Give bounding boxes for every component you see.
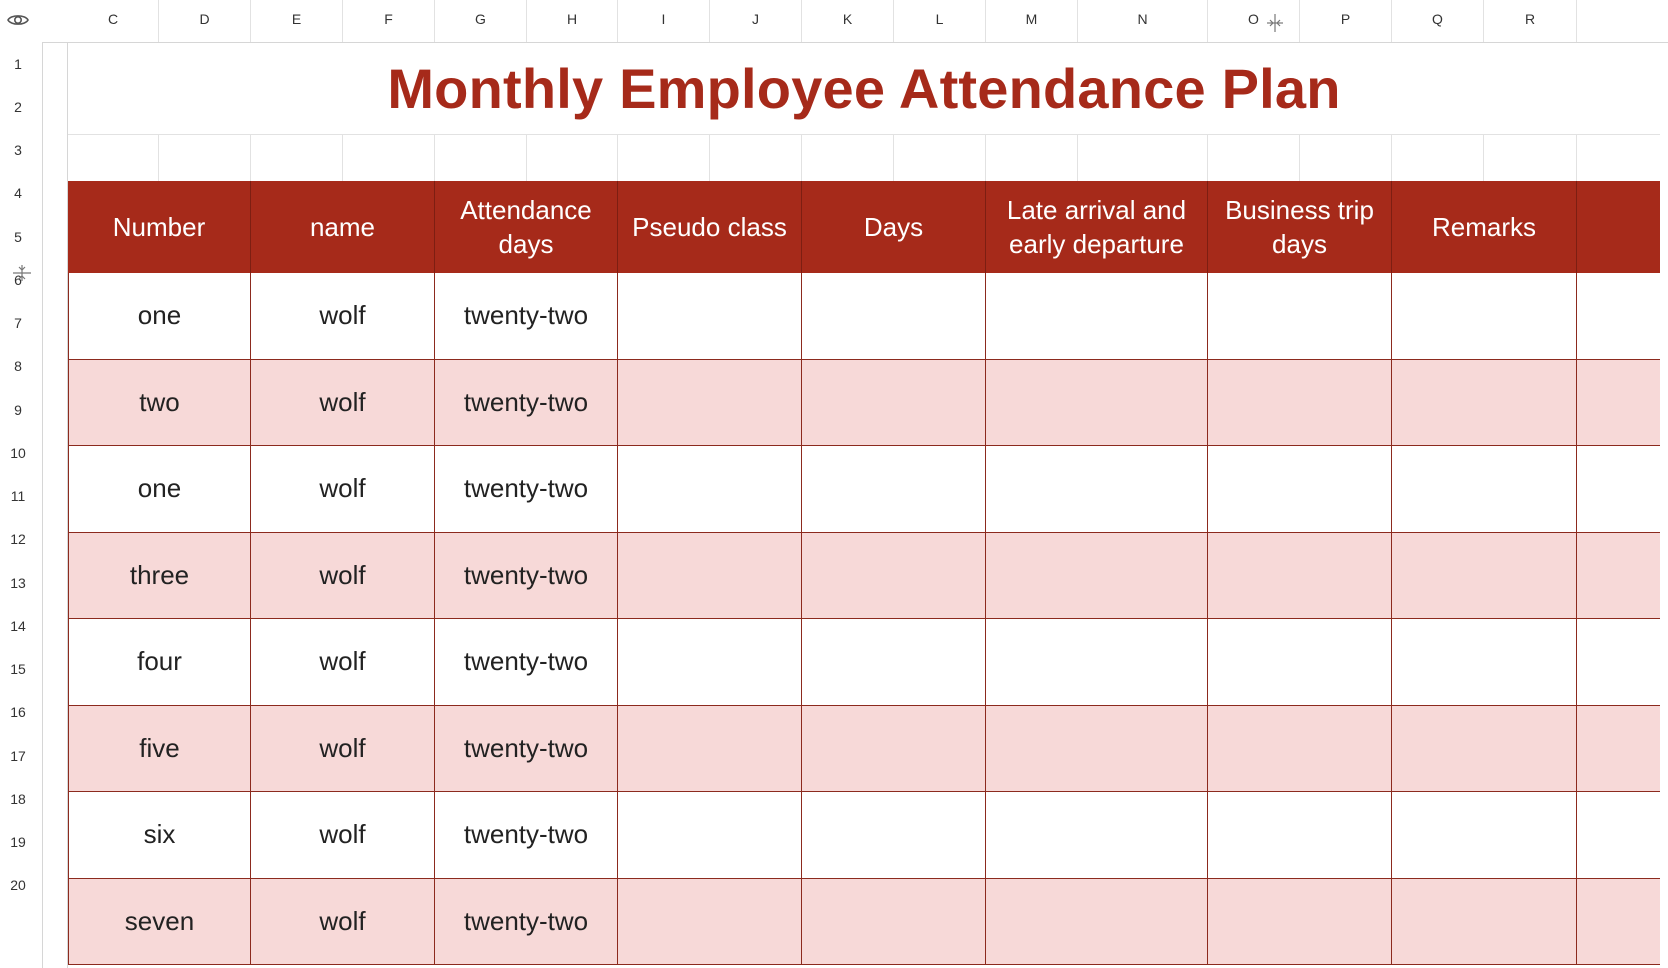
title-cell[interactable] <box>68 42 1660 135</box>
attendance-days-cell[interactable]: twenty-two <box>435 879 618 965</box>
empty-cell[interactable] <box>1208 706 1392 792</box>
name-cell[interactable]: wolf <box>251 273 435 359</box>
empty-cell[interactable] <box>986 273 1208 359</box>
row-header-15[interactable]: 15 <box>10 661 26 677</box>
number-cell[interactable]: one <box>68 446 251 532</box>
column-header-i[interactable]: I <box>618 0 710 42</box>
empty-cell[interactable] <box>1208 446 1392 532</box>
empty-cell[interactable] <box>618 619 802 705</box>
table-row <box>68 619 1660 706</box>
row-header-16[interactable]: 16 <box>10 704 26 720</box>
row-header-10[interactable]: 10 <box>10 445 26 461</box>
attendance-days-cell[interactable]: twenty-two <box>435 360 618 446</box>
empty-cell[interactable] <box>802 134 894 181</box>
table-row <box>68 879 1660 966</box>
row-header-3[interactable]: 3 <box>14 142 22 158</box>
column-header-j[interactable]: J <box>710 0 802 42</box>
table-row <box>68 446 1660 533</box>
name-cell[interactable]: wolf <box>251 619 435 705</box>
column-b-cells[interactable] <box>42 42 68 968</box>
number-cell[interactable]: one <box>68 273 251 359</box>
attendance-days-cell[interactable]: twenty-two <box>435 706 618 792</box>
empty-cell[interactable] <box>1392 619 1577 705</box>
empty-cell[interactable] <box>1208 134 1300 181</box>
empty-cell[interactable] <box>343 134 435 181</box>
empty-cell[interactable] <box>986 446 1208 532</box>
number-cell[interactable]: five <box>68 706 251 792</box>
attendance-days-cell[interactable]: twenty-two <box>435 792 618 878</box>
empty-cell[interactable] <box>1484 134 1577 181</box>
row-header-5[interactable]: 5 <box>14 229 22 245</box>
table-row <box>68 706 1660 793</box>
row-header-17[interactable]: 17 <box>10 748 26 764</box>
row-header-bar <box>0 42 43 968</box>
row-header-2[interactable]: 2 <box>14 99 22 115</box>
empty-cell[interactable] <box>618 706 802 792</box>
empty-cell[interactable] <box>986 619 1208 705</box>
empty-cell[interactable] <box>1208 273 1392 359</box>
empty-cell[interactable] <box>802 706 986 792</box>
empty-cell[interactable] <box>435 134 527 181</box>
column-header-c[interactable]: C <box>68 0 159 42</box>
column-header-r[interactable]: R <box>1484 0 1577 42</box>
empty-cell[interactable] <box>1392 446 1577 532</box>
header-cell-remarks[interactable]: Remarks <box>1392 181 1577 273</box>
name-cell[interactable]: wolf <box>251 792 435 878</box>
header-cell-business-trip-days[interactable]: Business trip days <box>1208 181 1392 273</box>
empty-cell[interactable] <box>68 134 159 181</box>
empty-cell[interactable] <box>1208 360 1392 446</box>
empty-cell[interactable] <box>618 879 802 965</box>
empty-cell[interactable] <box>802 619 986 705</box>
empty-cell[interactable] <box>1300 134 1392 181</box>
empty-cell[interactable] <box>618 360 802 446</box>
name-cell[interactable]: wolf <box>251 706 435 792</box>
column-header-k[interactable]: K <box>802 0 894 42</box>
empty-cell[interactable] <box>986 879 1208 965</box>
empty-cell[interactable] <box>618 792 802 878</box>
empty-cell[interactable] <box>527 134 618 181</box>
row-header-18[interactable]: 18 <box>10 791 26 807</box>
row-header-7[interactable]: 7 <box>14 315 22 331</box>
row-header-9[interactable]: 9 <box>14 402 22 418</box>
row-header-1[interactable]: 1 <box>14 56 22 72</box>
empty-cell[interactable] <box>1208 792 1392 878</box>
empty-cell[interactable] <box>1392 273 1577 359</box>
empty-cell[interactable] <box>1208 533 1392 619</box>
empty-cell[interactable] <box>986 706 1208 792</box>
row-header-14[interactable]: 14 <box>10 618 26 634</box>
column-header-l[interactable]: L <box>894 0 986 42</box>
header-cell-days[interactable]: Days <box>802 181 986 273</box>
column-header-p[interactable]: P <box>1300 0 1392 42</box>
header-cell-late-arrival-and-early-departure[interactable]: Late arrival and early departure <box>986 181 1208 273</box>
row-header-6[interactable]: 6 <box>14 272 22 288</box>
row-header-19[interactable]: 19 <box>10 834 26 850</box>
row-header-12[interactable]: 12 <box>10 531 26 547</box>
table-row <box>68 533 1660 620</box>
name-cell[interactable]: wolf <box>251 879 435 965</box>
empty-cell[interactable] <box>1078 134 1208 181</box>
empty-cell[interactable] <box>986 533 1208 619</box>
empty-cell[interactable] <box>986 134 1078 181</box>
empty-cell[interactable] <box>618 533 802 619</box>
empty-cell[interactable] <box>618 446 802 532</box>
column-header-g[interactable]: G <box>435 0 527 42</box>
number-cell[interactable]: seven <box>68 879 251 965</box>
empty-cell[interactable] <box>802 879 986 965</box>
empty-cell[interactable] <box>618 273 802 359</box>
column-resize-icon[interactable] <box>1264 12 1286 34</box>
empty-cell[interactable] <box>802 446 986 532</box>
number-cell[interactable]: two <box>68 360 251 446</box>
empty-cell[interactable] <box>1208 619 1392 705</box>
row-header-20[interactable]: 20 <box>10 877 26 893</box>
empty-cell[interactable] <box>618 134 710 181</box>
empty-cell[interactable] <box>159 134 251 181</box>
header-cell-pseudo-class[interactable]: Pseudo class <box>618 181 802 273</box>
attendance-days-cell[interactable]: twenty-two <box>435 619 618 705</box>
name-cell[interactable]: wolf <box>251 360 435 446</box>
row-resize-icon[interactable] <box>11 262 33 284</box>
empty-cell[interactable] <box>710 134 802 181</box>
column-header-n[interactable]: N <box>1078 0 1208 42</box>
empty-cell[interactable] <box>1392 134 1484 181</box>
number-cell[interactable]: six <box>68 792 251 878</box>
name-cell[interactable]: wolf <box>251 533 435 619</box>
row-header-13[interactable]: 13 <box>10 575 26 591</box>
number-cell[interactable]: three <box>68 533 251 619</box>
column-header-m[interactable]: M <box>986 0 1078 42</box>
empty-cell[interactable] <box>1392 792 1577 878</box>
column-header-e[interactable]: E <box>251 0 343 42</box>
empty-cell[interactable] <box>1392 360 1577 446</box>
empty-cell[interactable] <box>1392 879 1577 965</box>
number-cell[interactable]: four <box>68 619 251 705</box>
empty-cell[interactable] <box>1208 879 1392 965</box>
attendance-days-cell[interactable]: twenty-two <box>435 273 618 359</box>
row-header-8[interactable]: 8 <box>14 358 22 374</box>
header-cell-number[interactable]: Number <box>68 181 251 273</box>
header-cell-attendance-days[interactable]: Attendance days <box>435 181 618 273</box>
empty-cell[interactable] <box>802 273 986 359</box>
table-row <box>68 360 1660 447</box>
empty-cell[interactable] <box>251 134 343 181</box>
empty-cell[interactable] <box>894 134 986 181</box>
sheet-title: Monthly Employee Attendance Plan <box>387 56 1341 120</box>
header-cell-name[interactable]: name <box>251 181 435 273</box>
empty-cell[interactable] <box>1392 706 1577 792</box>
name-cell[interactable]: wolf <box>251 446 435 532</box>
column-header-bar <box>0 0 1668 43</box>
table-header-row <box>68 181 1660 273</box>
empty-row-3[interactable] <box>68 134 1660 182</box>
empty-cell[interactable] <box>1392 533 1577 619</box>
row-header-11[interactable]: 11 <box>10 488 26 504</box>
table-row <box>68 273 1660 360</box>
empty-cell[interactable] <box>802 533 986 619</box>
column-header-d[interactable]: D <box>159 0 251 42</box>
column-header-f[interactable]: F <box>343 0 435 42</box>
empty-cell[interactable] <box>802 360 986 446</box>
column-header-o[interactable]: O <box>1208 0 1300 42</box>
eye-icon[interactable] <box>6 8 30 32</box>
column-header-h[interactable]: H <box>527 0 618 42</box>
attendance-days-cell[interactable]: twenty-two <box>435 446 618 532</box>
empty-cell[interactable] <box>802 792 986 878</box>
empty-cell[interactable] <box>986 360 1208 446</box>
empty-cell[interactable] <box>986 792 1208 878</box>
column-header-q[interactable]: Q <box>1392 0 1484 42</box>
row-header-4[interactable]: 4 <box>14 185 22 201</box>
attendance-days-cell[interactable]: twenty-two <box>435 533 618 619</box>
table-row <box>68 792 1660 879</box>
